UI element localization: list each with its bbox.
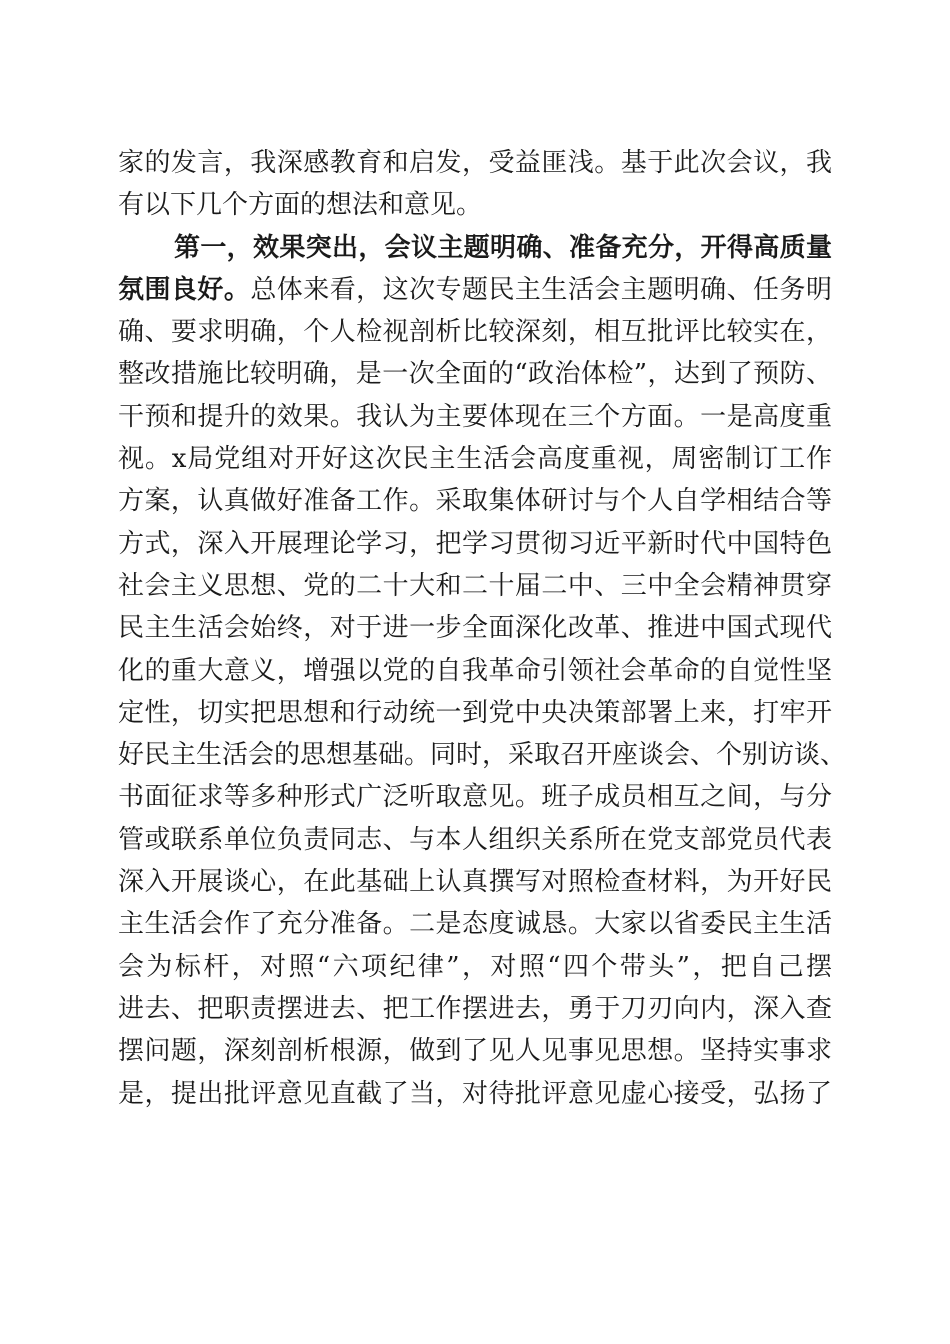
body-line: 干预和提升的效果。我认为主要体现在三个方面。一是高度重 [118, 401, 832, 432]
body-line: 进去、把职责摆进去、把工作摆进去，勇于刀刃向内，深入查 [118, 993, 832, 1024]
body-line: 有以下几个方面的想法和意见。 [118, 190, 483, 221]
document-body [118, 142, 847, 1115]
body-line: 视。x局党组对开好这次民主生活会高度重视，周密制订工作 [118, 444, 832, 475]
body-line: 是，提出批评意见直截了当，对待批评意见虚心接受，弘扬了 [118, 1078, 832, 1109]
body-line: 摆问题，深刻剖析根源，做到了见人见事见思想。坚持实事求 [118, 1036, 832, 1067]
body-line: 整改措施比较明确，是一次全面的“政治体检”，达到了预防、 [118, 359, 832, 390]
body-line: 化的重大意义，增强以党的自我革命引领社会革命的自觉性坚 [118, 655, 832, 686]
body-line: 好民主生活会的思想基础。同时，采取召开座谈会、个别访谈、 [118, 740, 847, 771]
body-line: 确、要求明确，个人检视剖析比较深刻，相互批评比较实在， [118, 317, 832, 348]
body-line: 会为标杆，对照“六项纪律”，对照“四个带头”，把自己摆 [118, 951, 832, 982]
body-line: 社会主义思想、党的二十大和二十届二中、三中全会精神贯穿 [118, 570, 832, 601]
body-line: 民主生活会始终，对于进一步全面深化改革、推进中国式现代 [118, 613, 832, 644]
body-line: 家的发言，我深感教育和启发，受益匪浅。基于此次会议，我 [118, 148, 832, 178]
body-line: 主生活会作了充分准备。二是态度诚恳。大家以省委民主生活 [118, 909, 832, 940]
body-line [118, 269, 832, 311]
section-heading: 第一，效果突出，会议主题明确、准备充分，开得高质量 [174, 232, 832, 263]
section-heading-end: 氛围良好。 [118, 274, 251, 305]
body-line: 方案，认真做好准备工作。采取集体研讨与个人自学相结合等 [118, 486, 832, 517]
body-line: 定性，切实把思想和行动统一到党中央决策部署上来，打牢开 [118, 697, 832, 728]
body-line: 深入开展谈心，在此基础上认真撰写对照检查材料，为开好民 [118, 867, 832, 898]
body-line: 书面征求等多种形式广泛听取意见。班子成员相互之间，与分 [118, 782, 832, 813]
body-line: 管或联系单位负责同志、与本人组织关系所在党支部党员代表 [118, 824, 832, 855]
body-line-rest: 总体来看，这次专题民主生活会主题明确、任务明 [250, 274, 832, 305]
body-line: 方式，深入开展理论学习，把学习贯彻习近平新时代中国特色 [118, 528, 832, 559]
